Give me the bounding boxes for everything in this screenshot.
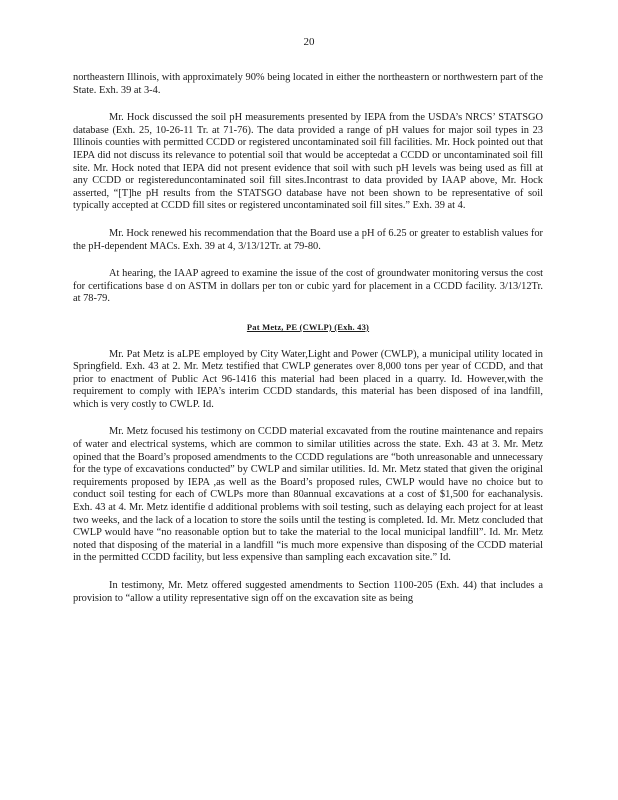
document-body [73,72,543,620]
section-heading: Pat Metz, PE (CWLP) (Exh. 43) [246,321,370,332]
paragraph-1: northeastern Illinois, with approximately 90% being located in either the northeastern or northwestern part of the State. Exh. 39 at 3-4. [73,72,543,96]
paragraph-2: Mr. Hock discussed the soil pH measurements presented by IEPA from the USDA’s NRCS’ STATSGO database (Exh. 25, 10-26-11 Tr. at 71-76). The data provided a range of pH values for major soil types in 23 Illinois counties with permitted CCDD or registered uncontaminated soil fill facilities. Mr. Hock pointed out that IEPA did not discuss its relevance to potential soil that would be acceptedat a CCDD or uncontaminated soil fill site. Mr. Hock noted that IEPA did not present evidence that soil with such pH levels was being used as fill at any CCDD or registereduncontaminated soil fill sites.Incontrast to data provided by IAAP above, Mr. Hock asserted, “[T]he pH results from the STATSGO database have not been shown to be representative of soil typically accepted at CCDD fill sites or registered uncontaminated soil fill sites.” Exh. 39 at 4. [73,112,543,212]
page-number: 20 [303,36,315,48]
paragraph-6: Mr. Metz focused his testimony on CCDD material excavated from the routine maintenance and repairs of water and electrical systems, which are common to similar utilities across the state. Exh. 43 at 3. Mr. Metz opined that the Board’s proposed amendments to the CCDD regulations are “both unreasonable and unnecessary for the type of excavations conducted” by CWLP and similar utilities. Id. Mr. Metz stated that given the original requirements proposed by IEPA ,as well as the Board’s proposed rules, CWLP would have no choice but to conduct soil testing for each of CWLPs more than 80annual excavations at a cost of $1,500 for eachanalysis. Exh. 43 at 4. Mr. Metz identifie d additional problems with soil testing, such as delaying each project for at least two weeks, and the lack of a location to store the soils until the testing is completed. Id. Mr. Metz concluded that CWLP would have “no reasonable option but to take the material to the local municipal landfill”. Id. Mr. Metz noted that disposing of the material in a landfill “is much more expensive than disposing of the CCDD material in the permitted CCDD facility, but less expensive than sampling each excavation site.” Id. [73,426,543,564]
paragraph-5: Mr. Pat Metz is aLPE employed by City Water,Light and Power (CWLP), a municipal utility located in Springfield. Exh. 43 at 2. Mr. Metz testified that CWLP generates over 8,000 tons per year of CCDD, and that prior to enactment of Public Act 96-1416 this material had been placed in a quarry. Id. However,with the requirement to comply with IEPA’s interim CCDD standards, this material has been disposed of ina landfill, which is very costly to CWLP. Id. [73,348,543,410]
paragraph-3: Mr. Hock renewed his recommendation that the Board use a pH of 6.25 or greater to establish values for the pH-dependent MACs. Exh. 39 at 4, 3/13/12Tr. at 79-80. [73,227,543,252]
paragraph-7: In testimony, Mr. Metz offered suggested amendments to Section 1100-205 (Exh. 44) that includes a provision to “allow a utility representative sign off on the excavation site as being [73,580,543,604]
paragraph-4: At hearing, the IAAP agreed to examine the issue of the cost of groundwater monitoring versus the cost for certifications base d on ASTM in dollars per ton or cubic yard for placement in a CCDD facility. 3/13/12Tr. at 78-79. [73,268,543,305]
